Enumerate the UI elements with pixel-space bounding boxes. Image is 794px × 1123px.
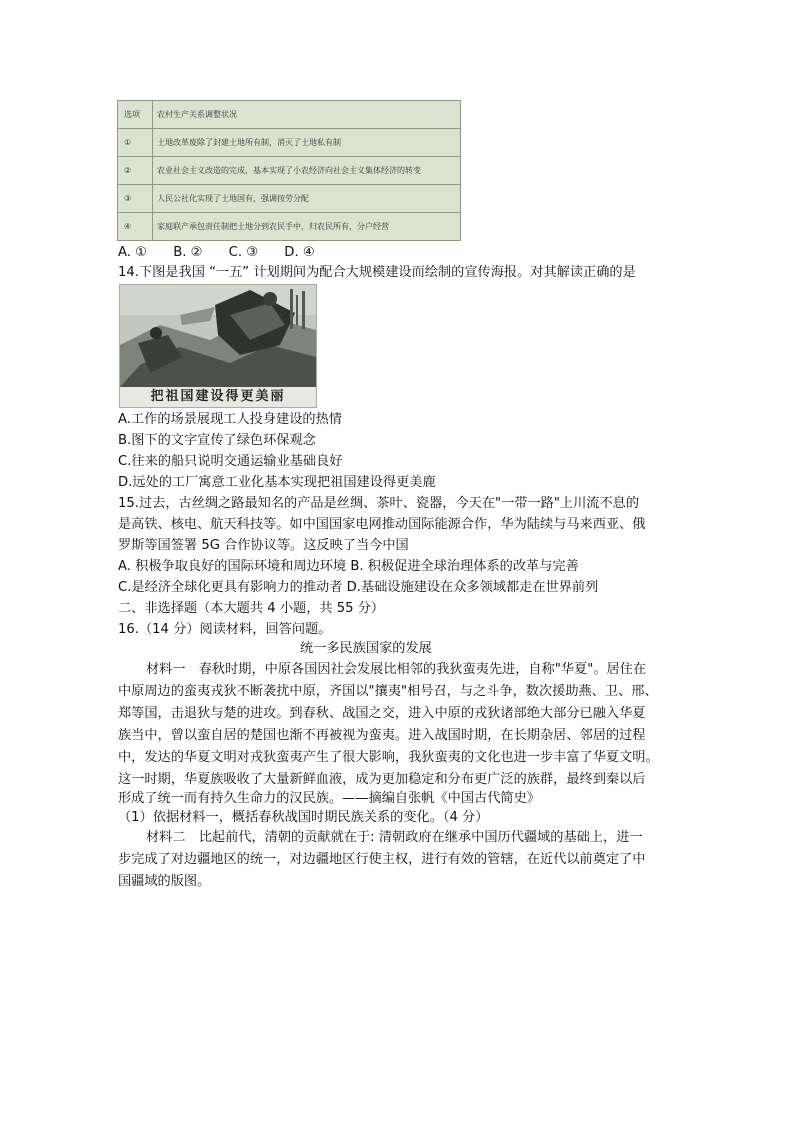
table-row bbox=[118, 129, 461, 157]
table-header-option: 选项 bbox=[118, 101, 153, 129]
q16-stem: 16.（14 分）阅读材料，回答问题。 bbox=[118, 622, 332, 637]
q14-option-c: C.往来的船只说明交通运输业基础良好 bbox=[118, 454, 343, 469]
q16-title: 统一多民族国家的发展 bbox=[300, 641, 432, 656]
q13-choice-a: A. ① bbox=[118, 245, 147, 260]
q13-choices bbox=[118, 242, 337, 263]
q13-choice-b: B. ② bbox=[173, 245, 203, 260]
table-cell-option: ② bbox=[118, 157, 153, 185]
table-cell-content: 家庭联产承包责任制把土地分到农民手中，归农民所有，分户经营 bbox=[153, 213, 461, 241]
table-cell-option: ④ bbox=[118, 213, 153, 241]
q15-stem-line: 罗斯等国签署 5G 合作协议等。这反映了当今中国 bbox=[118, 538, 409, 553]
propaganda-poster-image bbox=[119, 284, 317, 408]
poster-illustration bbox=[120, 285, 316, 387]
section-heading: 二、非选择题（本大题共 4 小题，共 55 分） bbox=[118, 601, 385, 616]
q14-stem: 14.下图是我国 “一五” 计划期间为配合大规模建设而绘制的宣传海报。对其解读正确的是 bbox=[118, 265, 636, 280]
material1-line: 族当中，曾以蛮自居的楚国也渐不再被视为蛮夷。进入战国时期，在长期杂居、邻居的过程 bbox=[118, 728, 646, 743]
material1-line: 中，发达的华夏文明对戎狄蛮夷产生了很大影响，我狄蛮夷的文化也进一步丰富了华夏文明。 bbox=[118, 750, 659, 765]
table-cell-option: ① bbox=[118, 129, 153, 157]
table-header-row bbox=[118, 101, 461, 129]
poster-caption: 把祖国建设得更美丽 bbox=[120, 387, 316, 407]
q14-option-d: D.远处的工厂寓意工业化基本实现把祖国建设得更美鹿 bbox=[118, 475, 436, 490]
q15-stem-line: 是高铁、核电、航天科技等。如中国国家电网推动国际能源合作，华为陆续与马来西亚、俄 bbox=[118, 517, 646, 532]
material2-line: 国疆域的版图。 bbox=[118, 874, 211, 889]
table-row bbox=[118, 213, 461, 241]
material1-line: 材料一 春秋时期，中原各国因社会发展比相邻的我狄蛮夷先进，自称"华夏"。居住在 bbox=[146, 662, 647, 677]
table-cell-content: 人民公社化实现了土地国有，强调按劳分配 bbox=[153, 185, 461, 213]
q14-option-a: A.工作的场景展现工人投身建设的热情 bbox=[118, 412, 342, 427]
q13-choice-c: C. ③ bbox=[228, 245, 259, 260]
material1-line: 这一时期，华夏族吸收了大量新鲜血液，成为更加稳定和分布更广泛的族群，最终到秦以后 bbox=[118, 772, 646, 787]
table-cell-content: 农业社会主义改造的完成，基本实现了小农经济向社会主义集体经济的转变 bbox=[153, 157, 461, 185]
material2-line: 步完成了对边疆地区的统一，对边疆地区行使主权，进行有效的管辖，在近代以前奠定了中 bbox=[118, 852, 646, 867]
table-row bbox=[118, 185, 461, 213]
table-cell-option: ③ bbox=[118, 185, 153, 213]
q14-option-b: B.图下的文字宣传了绿色环保观念 bbox=[118, 433, 316, 448]
table-row bbox=[118, 157, 461, 185]
material1-line: 郑等国，击退狄与楚的进攻。到春秋、战国之交，进入中原的戎狄诸部绝大部分已融入华夏 bbox=[118, 706, 646, 721]
q16-subquestion-1: （1）依据材料一，概括春秋战国时期民族关系的变化。（4 分） bbox=[118, 810, 489, 825]
q15-stem-line: 15.过去，古丝绸之路最知名的产品是丝绸、茶叶、瓷器，今天在"一带一路"上川流不息的 bbox=[118, 496, 640, 511]
material2-line: 材料二 比起前代，清朝的贡献就在于: 清朝政府在继承中国历代疆域的基础上，进一 bbox=[146, 830, 643, 845]
material1-line: 形成了统一而有持久生命力的汉民族。——摘编自张帆《中国古代简史》 bbox=[118, 791, 540, 806]
rural-relations-table bbox=[117, 100, 461, 241]
table-header-content: 农村生产关系调整状况 bbox=[153, 101, 461, 129]
material1-line: 中原周边的蛮夷戎狄不断袭扰中原，齐国以"攘夷"相号召，与之斗争，数次援助燕、卫、邢、 bbox=[118, 684, 658, 699]
q15-options-ab: A. 积极争取良好的国际环境和周边环境 B. 积极促进全球治理体系的改革与完善 bbox=[118, 559, 579, 574]
q15-options-cd: C.是经济全球化更具有影响力的推动者 D.基础设施建设在众多领域都走在世界前列 bbox=[118, 580, 599, 595]
table-cell-content: 土地改革废除了封建土地所有制，消灭了土地私有制 bbox=[153, 129, 461, 157]
q13-choice-d: D. ④ bbox=[284, 245, 315, 260]
